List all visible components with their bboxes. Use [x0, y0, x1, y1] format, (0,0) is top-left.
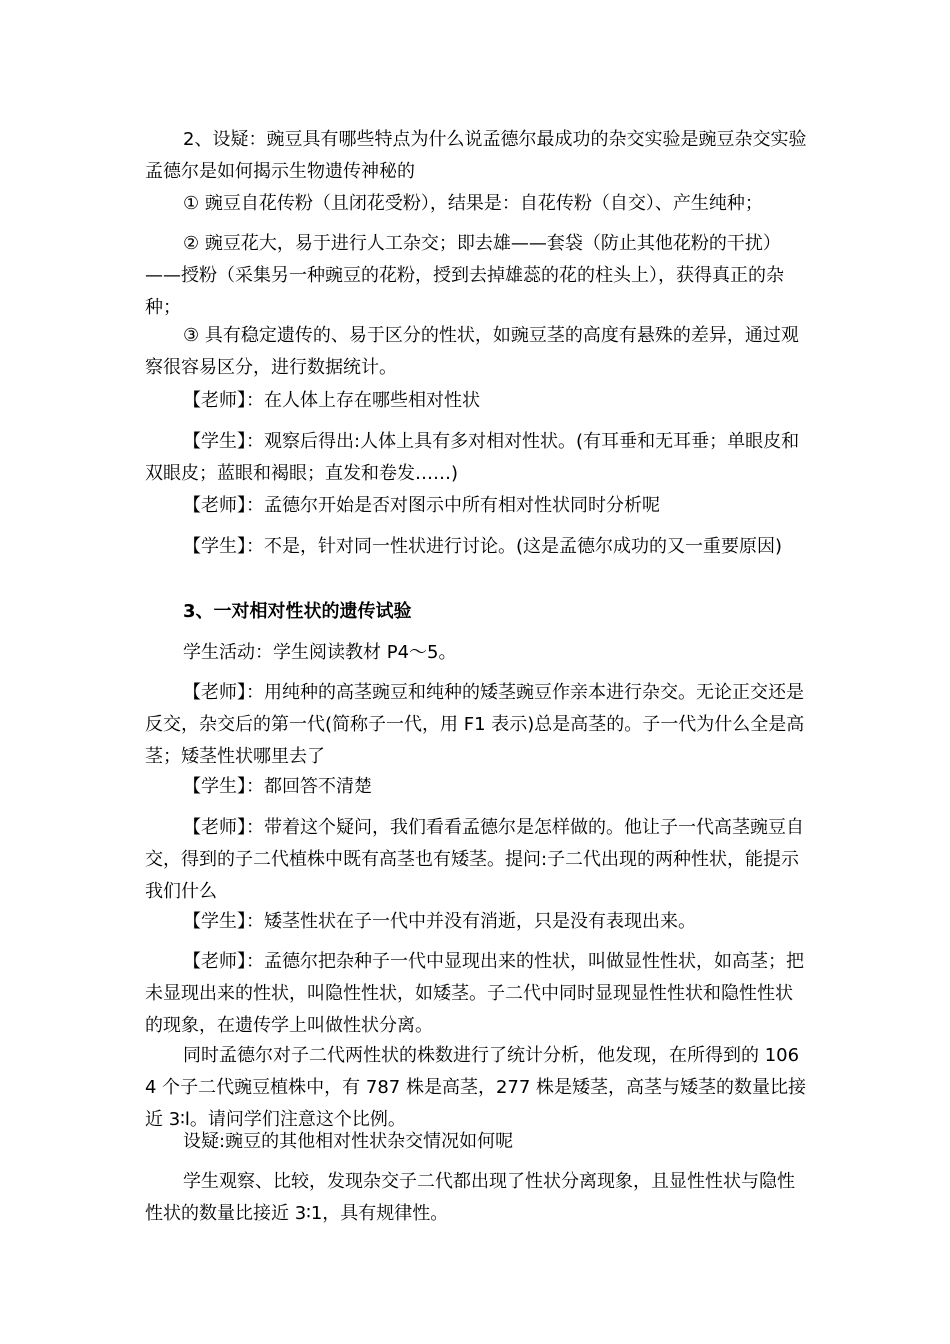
- paragraph-student-2: 【学生】：不是，针对同一性状进行讨论。(这是孟德尔成功的又一重要原因): [183, 536, 783, 557]
- paragraph-point-2: ② 豌豆花大，易于进行人工杂交；即去雄——套袋（防止其他花粉的干扰）——授粉（采集另一种豌豆的花粉，授到去掉雄蕊的花的柱头上），获得真正的杂种；: [145, 233, 784, 318]
- paragraph-teacher-5: 【老师】：孟德尔把杂种子一代中显现出来的性状，叫做显性性状，如高茎；把未显现出来的性状，叫隐性性状，如矮茎。子二代中同时显现显性性状和隐性性状的现象，在遗传学上叫做性状分离。: [145, 951, 804, 1036]
- paragraph-student-4: 【学生】：矮茎性状在子一代中并没有消逝，只是没有表现出来。: [183, 911, 696, 932]
- paragraph-observation: 学生观察、比较，发现杂交子二代都出现了性状分离现象，且显性性状与隐性性状的数量比接近 3∶1，具有规律性。: [145, 1171, 795, 1224]
- paragraph-question-pea: 2、设疑：豌豆具有哪些特点为什么说孟德尔最成功的杂交实验是豌豆杂交实验孟德尔是如何揭示生物遗传神秘的: [145, 129, 807, 182]
- paragraph-student-activity: 学生活动：学生阅读教材 P4～5。: [183, 642, 457, 663]
- paragraph-student-1: 【学生】：观察后得出:人体上具有多对相对性状。(有耳垂和无耳垂；单眼皮和双眼皮；蓝眼和褐眼；直发和卷发……): [145, 431, 800, 484]
- paragraph-statistics: 同时孟德尔对子二代两性状的株数进行了统计分析，他发现，在所得到的 1064 个子二代豌豆植株中，有 787 株是高茎，277 株是矮茎，高茎与矮茎的数量比接近 3∶l。请问学们注意这个比例。: [145, 1045, 807, 1130]
- paragraph-question-other-traits: 设疑:豌豆的其他相对性状杂交情况如何呢: [183, 1131, 514, 1152]
- paragraph-student-3: 【学生】：都回答不清楚: [183, 776, 372, 797]
- paragraph-teacher-3: 【老师】：用纯种的高茎豌豆和纯种的矮茎豌豆作亲本进行杂交。无论正交还是反交，杂交后的第一代(简称子一代，用 F1 表示)总是高茎的。子一代为什么全是高茎；矮茎性状哪里去了: [145, 682, 805, 767]
- paragraph-teacher-4: 【老师】：带着这个疑问，我们看看孟德尔是怎样做的。他让子一代高茎豌豆自交，得到的子二代植株中既有高茎也有矮茎。提问:子二代出现的两种性状，能提示我们什么: [145, 817, 804, 902]
- section-heading-3: 3、一对相对性状的遗传试验: [183, 601, 412, 622]
- paragraph-point-3: ③ 具有稳定遗传的、易于区分的性状，如豌豆茎的高度有悬殊的差异，通过观察很容易区分，进行数据统计。: [145, 325, 799, 378]
- paragraph-point-1: ① 豌豆自花传粉（且闭花受粉），结果是：自花传粉（自交）、产生纯种；: [183, 193, 763, 214]
- paragraph-teacher-2: 【老师】：孟德尔开始是否对图示中所有相对性状同时分析呢: [183, 495, 660, 516]
- paragraph-teacher-1: 【老师】：在人体上存在哪些相对性状: [183, 390, 480, 411]
